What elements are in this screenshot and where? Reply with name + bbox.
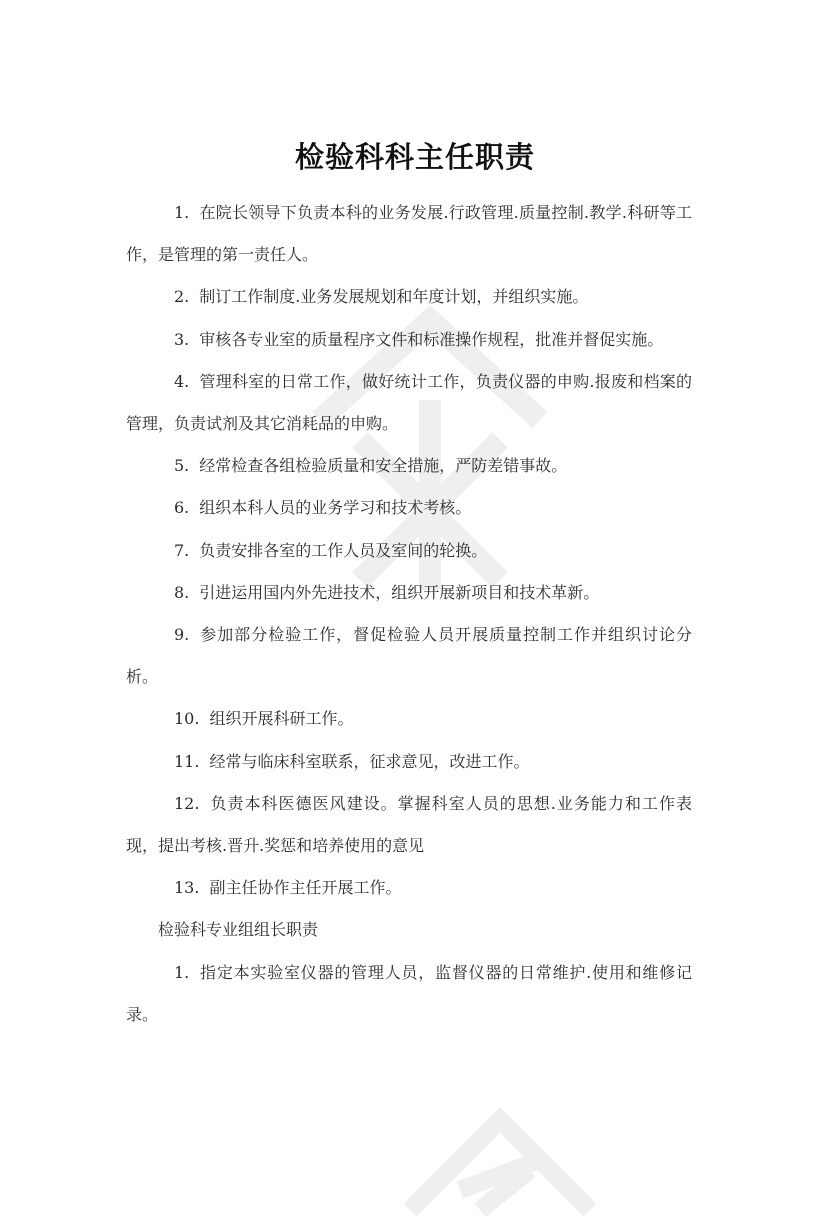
item-number: 11. (174, 751, 200, 771)
list-item (126, 192, 692, 276)
item-number: 4. (174, 371, 190, 391)
list-item (126, 487, 692, 529)
list-item (126, 319, 692, 361)
item-number: 8. (174, 582, 190, 602)
list-item (126, 614, 692, 698)
item-text: 经常与临床科室联系，征求意见，改进工作。 (209, 751, 530, 771)
item-text: 指定本实验室仪器的管理人员，监督仪器的日常维护.使用和维修记录。 (126, 962, 692, 1024)
item-text: 组织本科人员的业务学习和技术考核。 (199, 498, 472, 518)
item-text: 管理科室的日常工作，做好统计工作，负责仪器的申购.报废和档案的管理，负责试剂及其它消耗品的申购。 (126, 371, 692, 434)
item-text: 负责安排各室的工作人员及室间的轮换。 (199, 540, 488, 560)
list-item (126, 741, 692, 783)
list-item (126, 445, 692, 487)
item-text: 审核各专业室的质量程序文件和标准操作规程，批准并督促实施。 (199, 329, 664, 349)
list-item (126, 783, 692, 867)
item-text: 组织开展科研工作。 (209, 709, 354, 729)
item-text: 参加部分检验工作，督促检验人员开展质量控制工作并组织讨论分析。 (126, 625, 692, 687)
list-item (126, 698, 692, 740)
document-title: 检验科科主任职责 (294, 140, 535, 175)
item-text: 负责本科医德医风建设。掌握科室人员的思想.业务能力和工作表现，提出考核.晋升.奖惩和培养使用的意见 (126, 793, 692, 856)
item-number: 6. (174, 498, 190, 518)
document-body (126, 192, 692, 1036)
item-text: 副主任协作主任开展工作。 (209, 878, 402, 898)
item-number: 1. (174, 203, 190, 222)
item-number: 9. (174, 625, 190, 645)
list-item (126, 867, 692, 909)
item-number: 12. (174, 793, 200, 813)
section-heading: 检验科专业组组长职责 (158, 920, 319, 940)
item-number: 13. (174, 878, 200, 898)
item-text: 在院长领导下负责本科的业务发展.行政管理.质量控制.教学.科研等工作，是管理的第一责任人。 (126, 203, 692, 265)
item-text: 制订工作制度.业务发展规划和年度计划，并组织实施。 (199, 287, 589, 307)
item-number: 7. (174, 540, 190, 560)
watermark-logo-icon (390, 1100, 610, 1220)
list-item (126, 572, 692, 614)
list-item (126, 952, 692, 1036)
list-item (126, 361, 692, 445)
item-text: 经常检查各组检验质量和安全措施，严防差错事故。 (199, 456, 568, 476)
item-number: 2. (174, 287, 190, 307)
item-number: 10. (174, 709, 200, 729)
list-item (126, 276, 692, 318)
item-number: 5. (174, 456, 190, 476)
list-item (126, 530, 692, 572)
item-number: 3. (174, 329, 190, 349)
item-number: 1. (174, 962, 190, 982)
item-text: 引进运用国内外先进技术，组织开展新项目和技术革新。 (199, 582, 600, 602)
